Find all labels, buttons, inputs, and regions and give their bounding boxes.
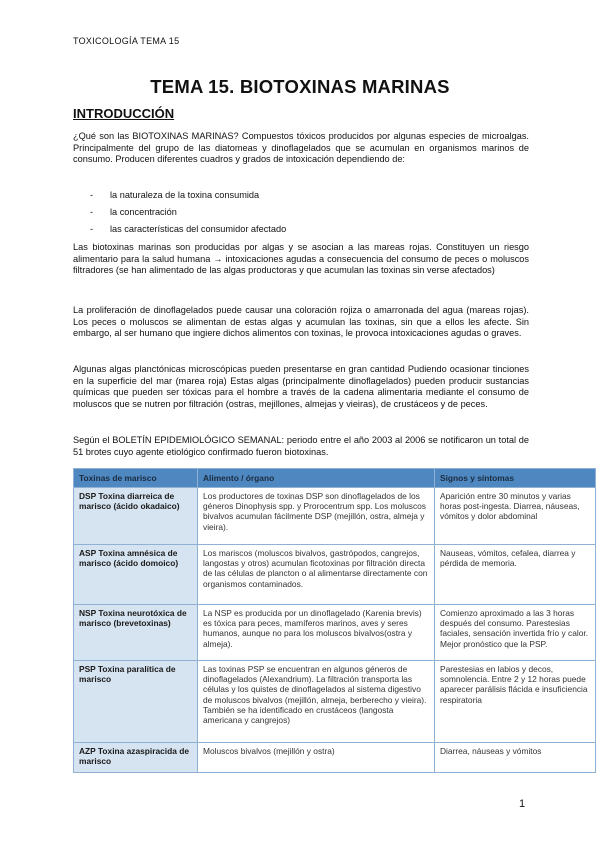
page-title: TEMA 15. BIOTOXINAS MARINAS (150, 76, 450, 97)
food-cell: Los mariscos (moluscos bivalvos, gastrópodos, cangrejos, langostas y otros) acumulan ficotoxinas por filtración directa de las células de plancton o al alimentarse directamente con organismos contaminados. (198, 545, 435, 605)
factor-list (90, 190, 286, 241)
list-item: - la concentración (90, 207, 286, 224)
signs-cell: Aparición entre 30 minutos y varias horas post-ingesta. Diarrea, náuseas, vómitos y dolor abdominal (435, 488, 596, 545)
paragraph-2: La proliferación de dinoflagelados puede causar una coloración rojiza o amarronada del agua (mareas rojas). Los peces o moluscos se alimentan de estas algas y acumulan las toxinas, sin que a ellos les afecte. Sin embargo, al ser humano que ingiere dichos alimentos con toxinas, le provoca intoxicaciones agudas o graves. (73, 305, 529, 339)
list-item: - las características del consumidor afectado (90, 224, 286, 241)
paragraph-1: Las biotoxinas marinas son producidas por algas y se asocian a las mareas rojas. Constituyen un riesgo alimentario para la salud humana → intoxicaciones agudas a consecuencia del consumo de peces o moluscos filtradores (se han alimentado de las algas productoras y que acumulan las toxinas sin verse afectados) (73, 242, 529, 276)
toxin-cell: ASP Toxina amnésica de marisco (ácido domoico) (74, 545, 198, 605)
food-cell: Moluscos bivalvos (mejillón y ostra) (198, 743, 435, 773)
running-header: TOXICOLOGÍA TEMA 15 (73, 36, 180, 46)
column-header: Signos y síntomas (435, 469, 596, 488)
paragraph-3: Algunas algas planctónicas microscópicas pueden presentarse en gran cantidad Pudiendo ocasionar tinciones en la superficie del mar (marea roja) Estas algas (principalmente dinoflagelados) pueden producir sustancias químicas que pueden ser tóxicas para el hombre a través de la cadena alimentaria mediante el consumo de moluscos que se nutren por filtración (ostras, mejillones, almejas y vieiras), de crustáceos y de peces. (73, 364, 529, 409)
signs-cell: Comienzo aproximado a las 3 horas después del consumo. Parestesias faciales, sensación invertida frío y calor. Mejor pronóstico que la PSP. (435, 605, 596, 661)
intro-paragraph: ¿Qué son las BIOTOXINAS MARINAS? Compuestos tóxicos producidos por algunas especies de microalgas. Principalmente del grupo de las diatomeas y dinoflagelados que se acumulan en organismos marinos de consumo. Producen diferentes cuadros y grados de intoxicación dependiendo de: (73, 131, 529, 165)
section-heading: INTRODUCCIÓN (73, 106, 175, 121)
paragraph-4: Según el BOLETÍN EPIDEMIOLÓGICO SEMANAL: periodo entre el año 2003 al 2006 se notificaron un total de 51 brotes cuyo agente etiológico confirmado fueron biotoxinas. (73, 435, 529, 457)
toxin-cell: NSP Toxina neurotóxica de marisco (brevetoxinas) (74, 605, 198, 661)
table-row (74, 661, 596, 743)
toxin-cell: PSP Toxina paralítica de marisco (74, 661, 198, 743)
table-row (74, 605, 596, 661)
food-cell: La NSP es producida por un dinoflagelado (Karenia brevis) es tóxica para peces, mamíferos marinos, aves y seres humanos, aunque no para los moluscos bivalvos(ostra y almeja). (198, 605, 435, 661)
food-cell: Las toxinas PSP se encuentran en algunos géneros de dinoflagelados (Alexandrium). La filtración transporta las células y los quistes de dinoflagelados al sistema digestivo de moluscos bivalvos (mejillón, almeja, berberecho y vieira). También se ha identificado en crustáceos (langosta americana y cangrejos) (198, 661, 435, 743)
toxin-table (73, 468, 596, 773)
toxin-cell: AZP Toxina azaspiracida de marisco (74, 743, 198, 773)
food-cell: Los productores de toxinas DSP son dinoflagelados de los géneros Dinophysis spp. y Prorocentrum spp. Los moluscos bivalvos acumulan fácilmente DSP (mejillón, ostra, almeja y vieira). (198, 488, 435, 545)
table-row (74, 545, 596, 605)
list-item: - la naturaleza de la toxina consumida (90, 190, 286, 207)
page-number: 1 (519, 798, 526, 810)
signs-cell: Diarrea, náuseas y vómitos (435, 743, 596, 773)
table-row (74, 743, 596, 773)
toxin-cell: DSP Toxina diarreica de marisco (ácido okadaico) (74, 488, 198, 545)
column-header: Alimento / órgano (198, 469, 435, 488)
table-row (74, 488, 596, 545)
column-header: Toxinas de marisco (74, 469, 198, 488)
signs-cell: Nauseas, vómitos, cefalea, diarrea y pérdida de memoria. (435, 545, 596, 605)
signs-cell: Parestesias en labios y decos, somnolencia. Entre 2 y 12 horas puede aparecer parálisis flácida e insuficiencia respiratoria (435, 661, 596, 743)
